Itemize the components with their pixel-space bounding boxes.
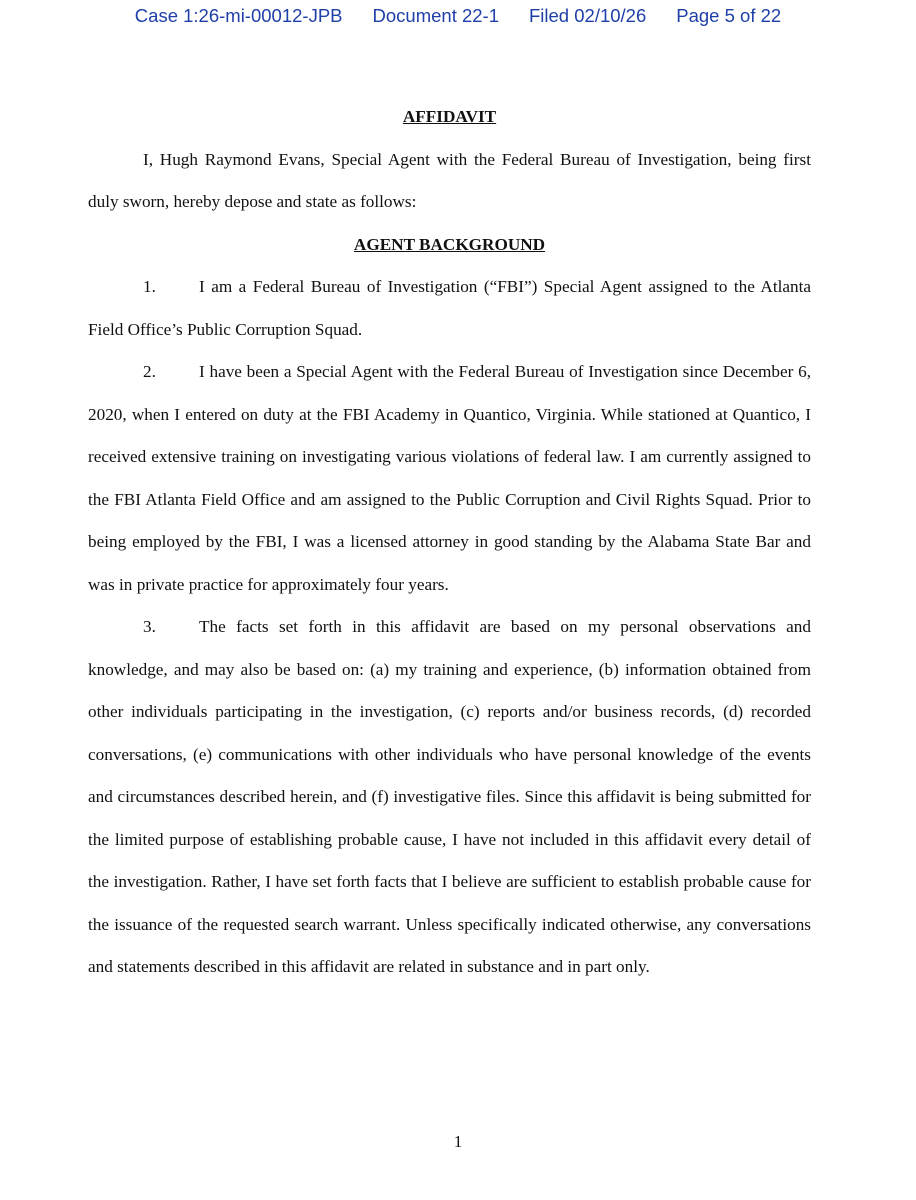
paragraph-text: I have been a Special Agent with the Federal Bureau of Investigation since December 6, 2020, when I entered on duty at the FBI Academy in Quantico, Virginia. While stationed at Quantico, I received extensive training on investigating various violations of federal law. I am currently assigned to the FBI Atlanta Field Office and am assigned to the Public Corruption and Civil Rights Squad. Prior to being employed by the FBI, I was a licensed attorney in good standing by the Alabama State Bar and was in private practice for approximately four years. <box>88 362 811 594</box>
affidavit-body <box>88 96 811 989</box>
paragraph-text: I am a Federal Bureau of Investigation (“FBI”) Special Agent assigned to the Atlanta Field Office’s Public Corruption Squad. <box>88 277 811 339</box>
paragraph-number: 2. <box>143 362 156 381</box>
intro-paragraph: I, Hugh Raymond Evans, Special Agent with the Federal Bureau of Investigation, being first duly sworn, hereby depose and state as follows: <box>88 149 811 211</box>
page-count: Page 5 of 22 <box>676 5 782 26</box>
paragraph-2 <box>88 351 811 606</box>
document-number: Document 22-1 <box>372 5 499 26</box>
case-number: Case 1:26-mi-00012-JPB <box>134 5 343 26</box>
paragraph-text: The facts set forth in this affidavit are based on my personal observations and knowledge, and may also be based on: (a) my training and experience, (b) information obtained from other individuals participating in the investigation, (c) reports and/or business records, (d) recorded conversations, (e) communications with other individuals who have personal knowledge of the events and circumstances described herein, and (f) investigative files. Since this affidavit is being submitted for the limited purpose of establishing probable cause, I have not included in this affidavit every detail of the investigation. Rather, I have set forth facts that I believe are sufficient to establish probable cause for the issuance of the requested search warrant. Unless specifically indicated otherwise, any conversations and statements described in this affidavit are related in substance and in part only. <box>88 617 811 976</box>
filed-date: Filed 02/10/26 <box>529 5 647 26</box>
paragraph-number: 3. <box>143 617 156 636</box>
paragraph-number: 1. <box>143 277 156 296</box>
ecf-filing-header <box>0 5 916 27</box>
document-title: AFFIDAVIT <box>402 107 497 126</box>
section-heading: AGENT BACKGROUND <box>353 234 546 254</box>
paragraph-1 <box>88 266 811 351</box>
paragraph-3 <box>88 606 811 989</box>
page-number: 1 <box>453 1132 463 1151</box>
